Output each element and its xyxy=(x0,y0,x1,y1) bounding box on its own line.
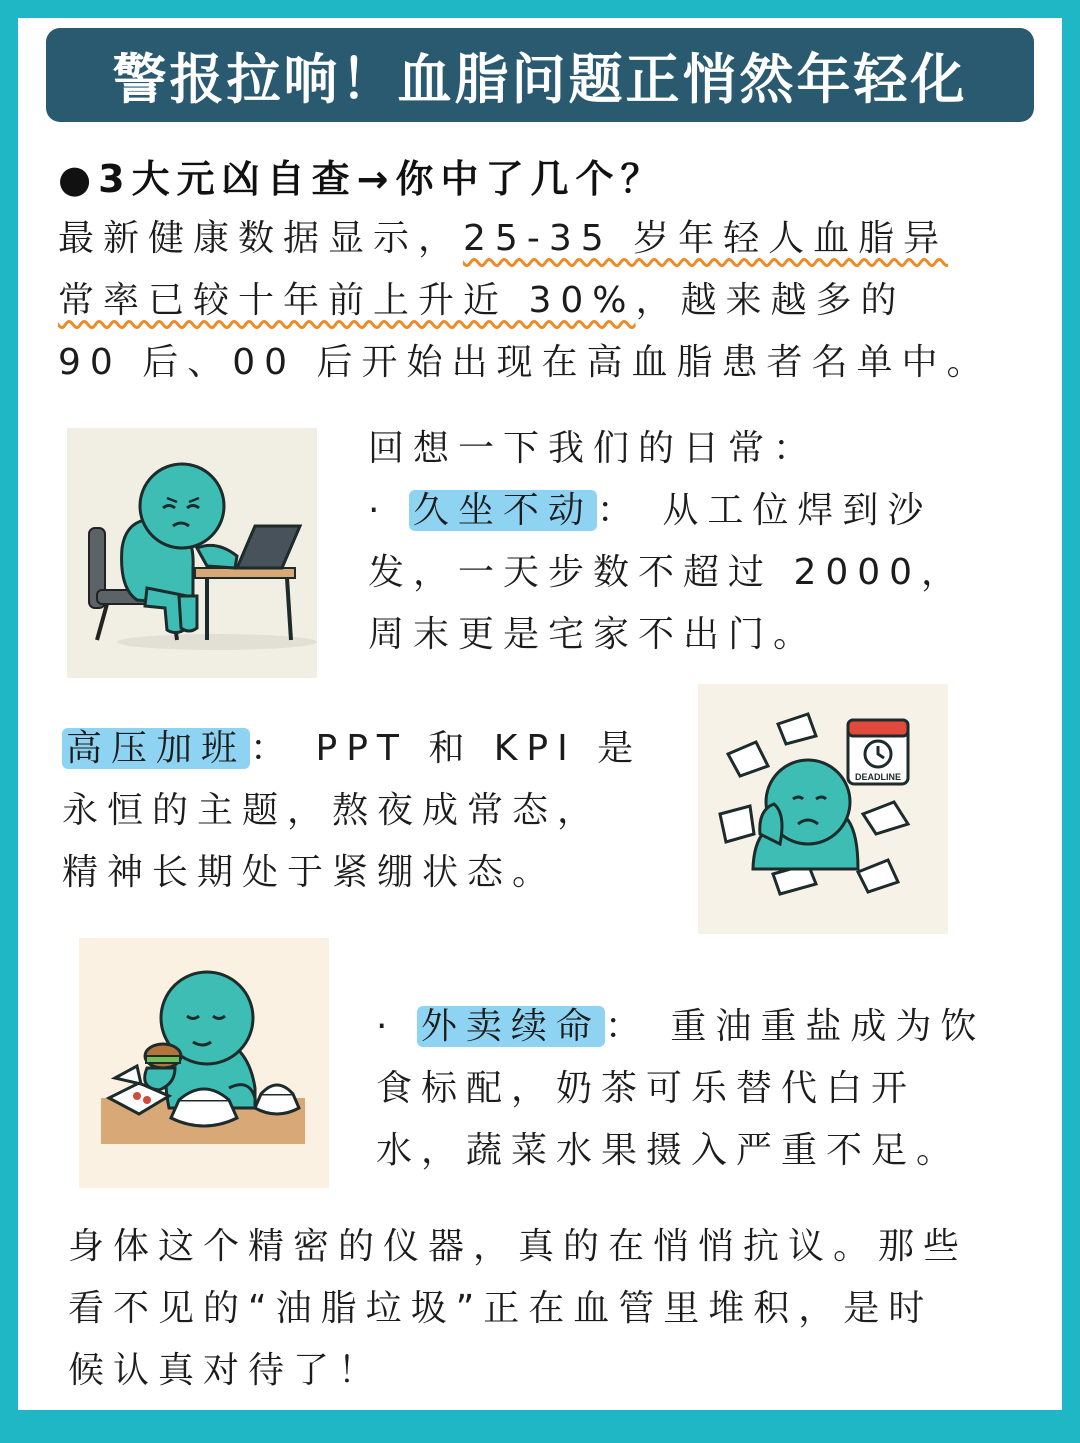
title-banner xyxy=(46,28,1034,122)
deadline-stress-illustration xyxy=(698,684,948,934)
intro-line-2 xyxy=(58,270,1038,332)
factor-text-line: 永恒的主题，熬夜成常态， xyxy=(62,790,603,831)
page-card xyxy=(18,18,1062,1410)
factor-overtime xyxy=(62,718,682,904)
separator: ： xyxy=(604,1006,650,1047)
closing-line: 候认真对待了！ xyxy=(68,1350,384,1391)
factor-text-line: 食标配，奶茶可乐替代白开 xyxy=(376,1068,917,1109)
factor-label: 外卖续命 xyxy=(417,1006,605,1047)
factor-label: 久坐不动 xyxy=(409,490,597,531)
intro-line-3: 90 后、00 后开始出现在高血脂患者名单中。 xyxy=(58,342,992,383)
separator: ： xyxy=(596,490,642,531)
section-heading: ●3大元凶自查→你中了几个？ xyxy=(58,157,666,201)
takeout-eating-illustration xyxy=(79,938,329,1188)
intro-paragraph xyxy=(58,208,1038,394)
closing-line: 看不见的“油脂垃圾”正在血管里堆积，是时 xyxy=(68,1288,934,1329)
page-title: 警报拉响！血脂问题正悄然年轻化 xyxy=(112,46,968,111)
factor-first-line xyxy=(62,718,682,780)
daily-intro: 回想一下我们的日常： xyxy=(368,428,819,469)
bullet: · xyxy=(376,1006,397,1047)
deadline-label: DEADLINE xyxy=(854,772,902,782)
factor-text-line: 精神长期处于紧绷状态。 xyxy=(62,852,558,893)
bullet: · xyxy=(368,490,389,531)
intro-underlined-2: 常率已较十年前上升近 30% xyxy=(58,280,636,321)
closing-paragraph xyxy=(68,1216,1048,1402)
factor-first-line xyxy=(376,996,1036,1058)
intro-line-1 xyxy=(58,208,1038,270)
separator: ： xyxy=(250,728,296,769)
factor-first-line xyxy=(368,480,1008,542)
factor-text: PPT 和 KPI 是 xyxy=(315,728,643,769)
sitting-person-illustration xyxy=(67,428,317,678)
factor-text-line: 发，一天步数不超过 2000， xyxy=(368,552,967,593)
factor-text: 从工位焊到沙 xyxy=(662,490,933,531)
intro-text: 最新健康数据显示， xyxy=(58,218,464,259)
closing-line: 身体这个精密的仪器，真的在悄悄抗议。那些 xyxy=(68,1226,969,1267)
factor-text-line: 水，蔬菜水果摄入严重不足。 xyxy=(376,1130,962,1171)
factor-sitting xyxy=(368,418,1008,666)
intro-text: ，越来越多的 xyxy=(635,280,906,321)
factor-label: 高压加班 xyxy=(62,728,250,769)
intro-underlined-1: 25-35 岁年轻人血脂异 xyxy=(463,218,949,259)
factor-takeout xyxy=(376,996,1036,1182)
factor-text-line: 周末更是宅家不出门。 xyxy=(368,614,819,655)
factor-text: 重油重盐成为饮 xyxy=(670,1006,986,1047)
